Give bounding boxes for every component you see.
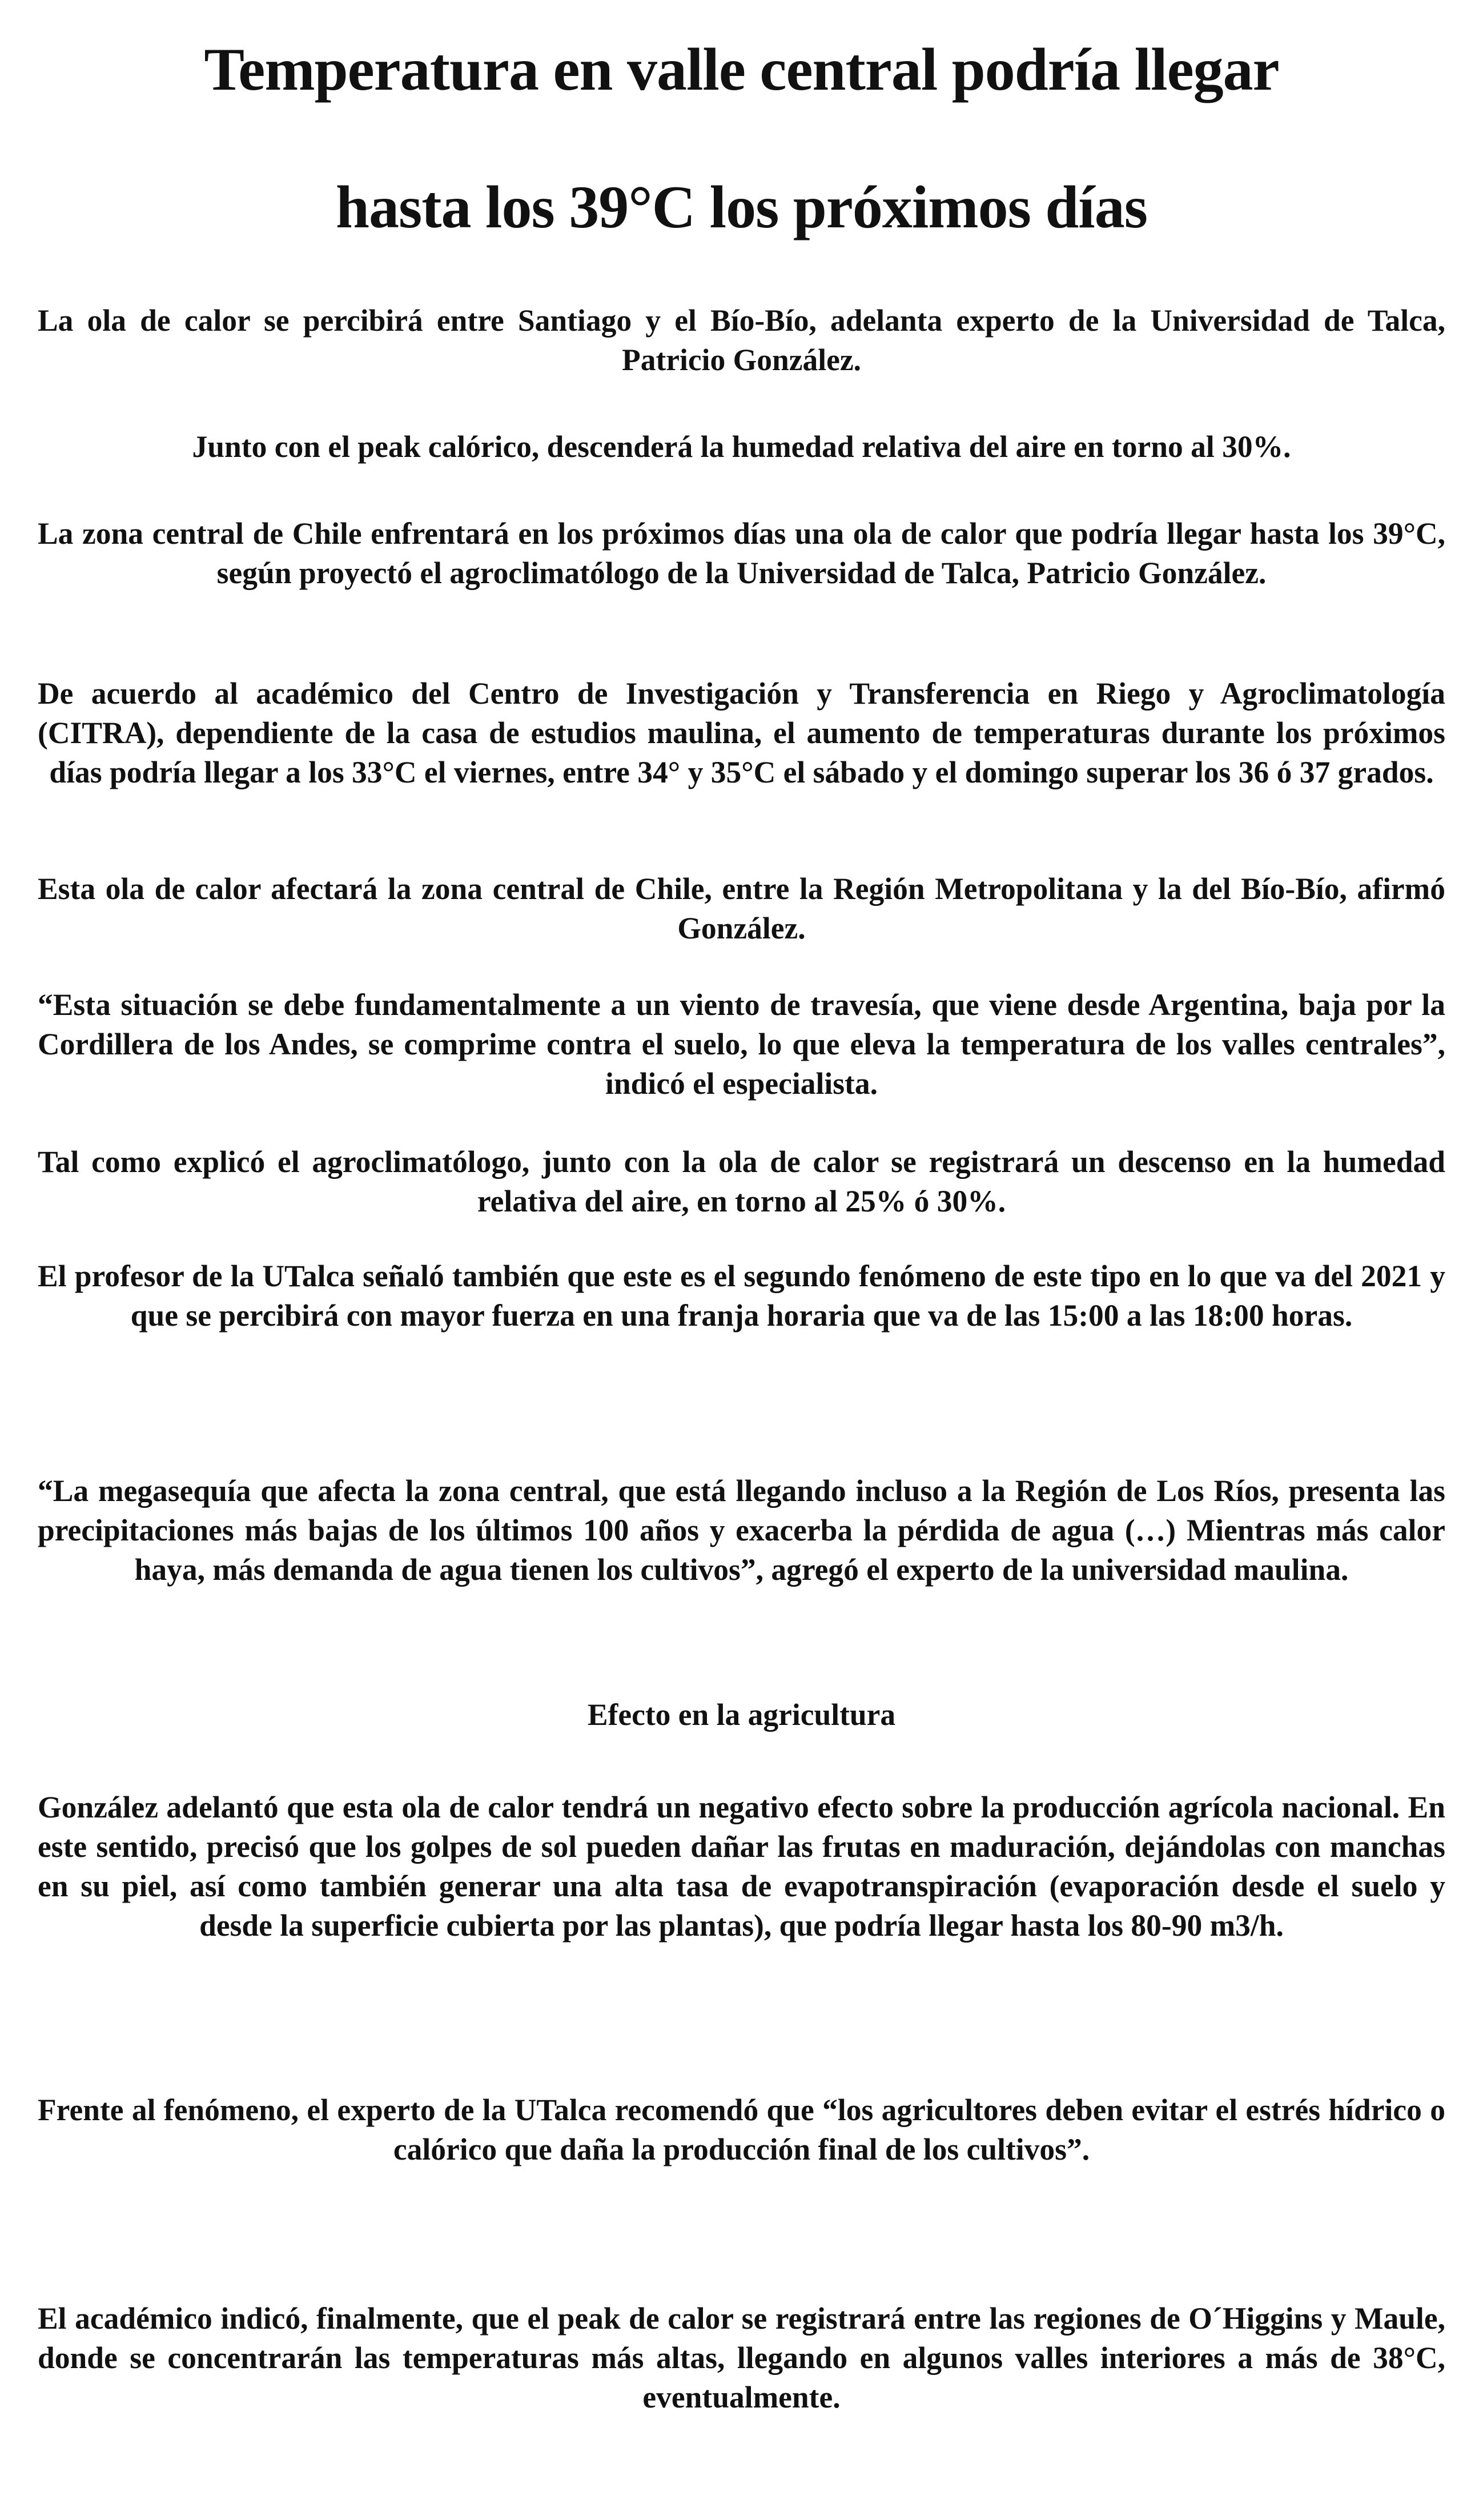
paragraph-body: La zona central de Chile enfrentará en los próximos días una ola de calor que podría llegar hasta los 39°C, según proyectó el agroclimatólogo de la Universidad de Talca, Patricio González. [38, 516, 1445, 590]
paragraph-body: Tal como explicó el agroclimatólogo, junto con la ola de calor se registrará un descenso en la humedad relativa del aire, en torno al 25% ó 30%. [38, 1145, 1445, 1218]
paragraph-lead: La ola de calor se percibirá entre Santiago y el Bío-Bío, adelanta experto de la Universidad de Talca, Patricio González. [38, 303, 1445, 377]
paragraph-summary: Junto con el peak calórico, descenderá la humedad relativa del aire en torno al 30%. [192, 430, 1291, 464]
section-subheading: Efecto en la agricultura [587, 1698, 896, 1732]
paragraph-body: Esta ola de calor afectará la zona central de Chile, entre la Región Metropolitana y la del Bío-Bío, afirmó González. [38, 872, 1445, 945]
paragraph-body: De acuerdo al académico del Centro de Investigación y Transferencia en Riego y Agroclimatología (CITRA), dependiente de la casa de estudios maulina, el aumento de temperaturas durante los próximos días podría llegar a los 33°C el viernes, entre 34° y 35°C el sábado y el domingo superar los 36 ó 37 grados. [38, 676, 1445, 789]
paragraph-body: El profesor de la UTalca señaló también que este es el segundo fenómeno de este tipo en lo que va del 2021 y que se percibirá con mayor fuerza en una franja horaria que va de las 15:00 a las 18:00 horas. [38, 1259, 1445, 1333]
paragraph-quote: “La megasequía que afecta la zona central, que está llegando incluso a la Región de Los Ríos, presenta las precipitaciones más bajas de los últimos 100 años y exacerba la pérdida de agua (…) Mientras más calor haya, más demanda de agua tienen los cultivos”, agregó el experto de la universidad maulina. [38, 1474, 1445, 1587]
paragraph-quote: “Esta situación se debe fundamentalmente a un viento de travesía, que viene desde Argentina, baja por la Cordillera de los Andes, se comprime contra el suelo, lo que eleva la temperatura de los valles centrales”, indicó el especialista. [38, 988, 1445, 1101]
article-title-line-1: Temperatura en valle central podría llegar [204, 36, 1279, 103]
paragraph-body: Frente al fenómeno, el experto de la UTalca recomendó que “los agricultores deben evitar el estrés hídrico o calórico que daña la producción final de los cultivos”. [38, 2093, 1445, 2166]
article-title-line-2: hasta los 39°C los próximos días [336, 174, 1147, 240]
paragraph-body: González adelantó que esta ola de calor tendrá un negativo efecto sobre la producción agrícola nacional. En este sentido, precisó que los golpes de sol pueden dañar las frutas en maduración, dejándolas con manchas en su piel, así como también generar una alta tasa de evapotranspiración (evaporación desde el suelo y desde la superficie cubierta por las plantas), que podría llegar hasta los 80-90 m3/h. [38, 1790, 1445, 1943]
paragraph-closing: El académico indicó, finalmente, que el peak de calor se registrará entre las regiones de O´Higgins y Maule, donde se concentrarán las temperaturas más altas, llegando en algunos valles interiores a más de 38°C, eventualmente. [38, 2301, 1445, 2414]
